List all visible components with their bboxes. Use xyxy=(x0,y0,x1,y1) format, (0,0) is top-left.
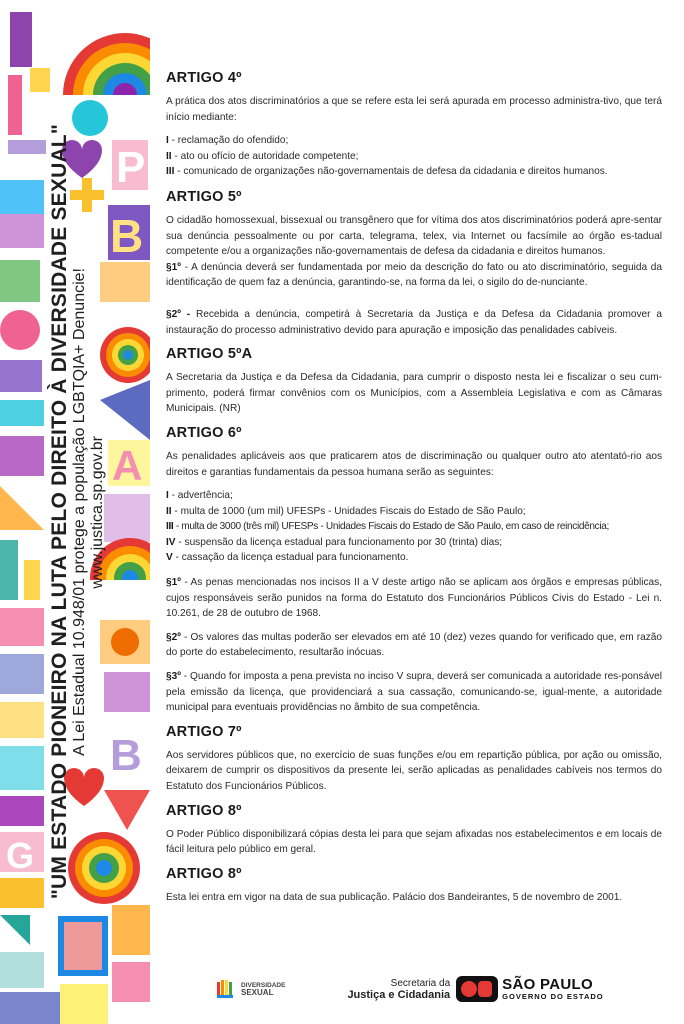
article-intro: As penalidades aplicáveis aos que praticarem atos de discriminação ou qualquer outro ato atentató-rio aos direitos e garantias fundamentais da pessoa humana serão as seguintes: xyxy=(166,450,662,478)
svg-text:P: P xyxy=(116,143,146,192)
svg-text:A: A xyxy=(112,442,143,489)
vertical-slogan xyxy=(43,12,113,1012)
sp-name: SÃO PAULO xyxy=(502,976,593,993)
list-item: I - reclamação do ofendido; xyxy=(166,135,289,147)
article-title: ARTIGO 5º xyxy=(166,188,242,205)
logo-line-2: SEXUAL xyxy=(241,988,274,997)
article-8-final xyxy=(166,866,662,906)
article-text: O Poder Público disponibilizará cópias desta lei para que sejam afixadas nos estabelecimentos e em locais de fácil leitura pelo público em geral. xyxy=(166,828,662,856)
secretaria-line-2: Justiça e Cidadania xyxy=(347,988,451,1001)
svg-text:B: B xyxy=(110,731,142,780)
article-text: A Secretaria da Justiça e da Defesa da Cidadania, para cumprir o disposto nesta lei e fiscalizar o seu cum-primento, poderá firmar convênios com os Municípios, com a Assembleia Legislativa e com as Câmaras Municipais. (NR) xyxy=(166,372,662,415)
list-item: III - multa de 3000 (três mil) UFESPs - Unidades Fiscais do Estado de São Paulo, em caso de reincidência; xyxy=(166,521,609,533)
article-7 xyxy=(166,724,662,795)
article-6 xyxy=(166,425,662,716)
article-text: Esta lei entra em vigor na data de sua publicação. Palácio dos Bandeirantes, 5 de novembro de 2001. xyxy=(166,891,623,903)
list-item: II - ato ou ofício de autoridade competente; xyxy=(166,150,359,162)
list-item: III - comunicado de organizações não-governamentais de defesa da cidadania e direitos humanos. xyxy=(166,166,608,178)
paragraph-1: §1º - As penas mencionadas nos incisos II a V deste artigo não se aplicam aos órgãos e empresas públicas, cujos responsáveis serão punidos na forma do Estatuto dos Funcionários Públicos Civis do Estado - Lei n. 10.261, de 28 de outubro de 1968. xyxy=(166,577,662,620)
article-8 xyxy=(166,803,662,858)
article-list xyxy=(166,488,662,566)
slogan-subline: A Lei Estadual 10.948/01 protege a população LGBTQIA+ Denuncie! xyxy=(71,268,89,756)
paragraph-2: §2º - Recebida a denúncia, competirá à Secretaria da Justiça e da Defesa da Cidadania promover a instauração do processo administrativo devido para apuração e imposição das penalidades cabíveis. xyxy=(166,308,662,336)
article-intro: A prática dos atos discriminatórios a que se refere esta lei será apurada em processo administra-tivo, que terá início mediante: xyxy=(166,96,662,123)
article-5 xyxy=(166,189,662,338)
article-text: Aos servidores públicos que, no exercício de suas funções e/ou em repartição pública, por ação ou omissão, deixarem de cumprir os dispositivos da presente lei, serão aplicadas as penalidades cabíveis nos termos do Estatuto dos Funcionários Públicos. xyxy=(166,749,662,792)
article-title: ARTIGO 6º xyxy=(166,424,242,441)
svg-text:G: G xyxy=(6,835,35,876)
law-text xyxy=(166,70,662,913)
article-title: ARTIGO 7º xyxy=(166,723,242,740)
article-title: ARTIGO 4º xyxy=(166,70,242,86)
article-intro: O cidadão homossexual, bissexual ou transgênero que for vítima dos atos discriminatórios poderá apre-sentar sua denúncia pessoalmente ou por carta, telegrama, telex, via Internet ou facsímile ao órgão es-tadual competente e/ou a organizações não-governamentais de defesa da cidadania e direitos humanos. xyxy=(166,214,662,258)
list-item: IV - suspensão da licença estadual para funcionamento por 30 (trinta) dias; xyxy=(166,536,503,548)
list-item: V - cassação da licença estadual para funcionamento. xyxy=(166,552,409,564)
sp-subtitle: GOVERNO DO ESTADO xyxy=(502,992,604,1001)
article-title: ARTIGO 8º xyxy=(166,865,242,882)
list-item: I - advertência; xyxy=(166,490,233,502)
article-title: ARTIGO 5ºA xyxy=(166,346,253,363)
footer-logos xyxy=(215,972,665,1006)
diversidade-sexual-logo xyxy=(215,978,285,1000)
list-item: II - multa de 1000 (um mil) UFESPs - Unidades Fiscais do Estado de São Paulo; xyxy=(166,505,526,517)
secretaria-line-1: Secretaria da xyxy=(390,977,451,989)
article-4 xyxy=(166,70,662,180)
slogan-headline: "UM ESTADO PIONEIRO NA LUTA PELO DIREITO À DIVERSIDADE SEXUAL" xyxy=(48,124,72,900)
article-title: ARTIGO 8º xyxy=(166,802,242,819)
svg-text:B: B xyxy=(110,210,144,262)
paragraph-2: §2º - Os valores das multas poderão ser elevados em até 10 (dez) vezes quando for verificado que, em razão do porte do estabelecimento, resultarão inócuas. xyxy=(166,631,662,659)
paragraph-3: §3º - Quando for imposta a pena prevista no inciso V supra, deverá ser comunicada a autoridade res-ponsável pela emissão da licença, que providenciará a sua cassação, comunicando-se, igual-mente, a autoridade municipal para eventuais providências no âmbito de sua competência. xyxy=(166,671,662,714)
slogan-url: www.justica.sp.gov.br xyxy=(89,435,107,589)
rainbow-hand-icon xyxy=(215,978,237,1000)
logo-line-1: DIVERSIDADE xyxy=(241,982,286,989)
decorative-sidebar xyxy=(0,0,150,1024)
paragraph-1: §1º - A denúncia deverá ser fundamentada por meio da descrição do fato ou ato discriminatório, seguida da identificação de quem faz a denúncia, garantindo-se, na forma da lei, o sigilo do de-nunciante. xyxy=(166,261,662,289)
article-5a xyxy=(166,346,662,417)
sao-paulo-government-logo xyxy=(456,976,603,1002)
article-list xyxy=(166,133,662,180)
secretaria-logo xyxy=(347,978,450,1001)
sp-emblem-icon xyxy=(456,976,498,1002)
